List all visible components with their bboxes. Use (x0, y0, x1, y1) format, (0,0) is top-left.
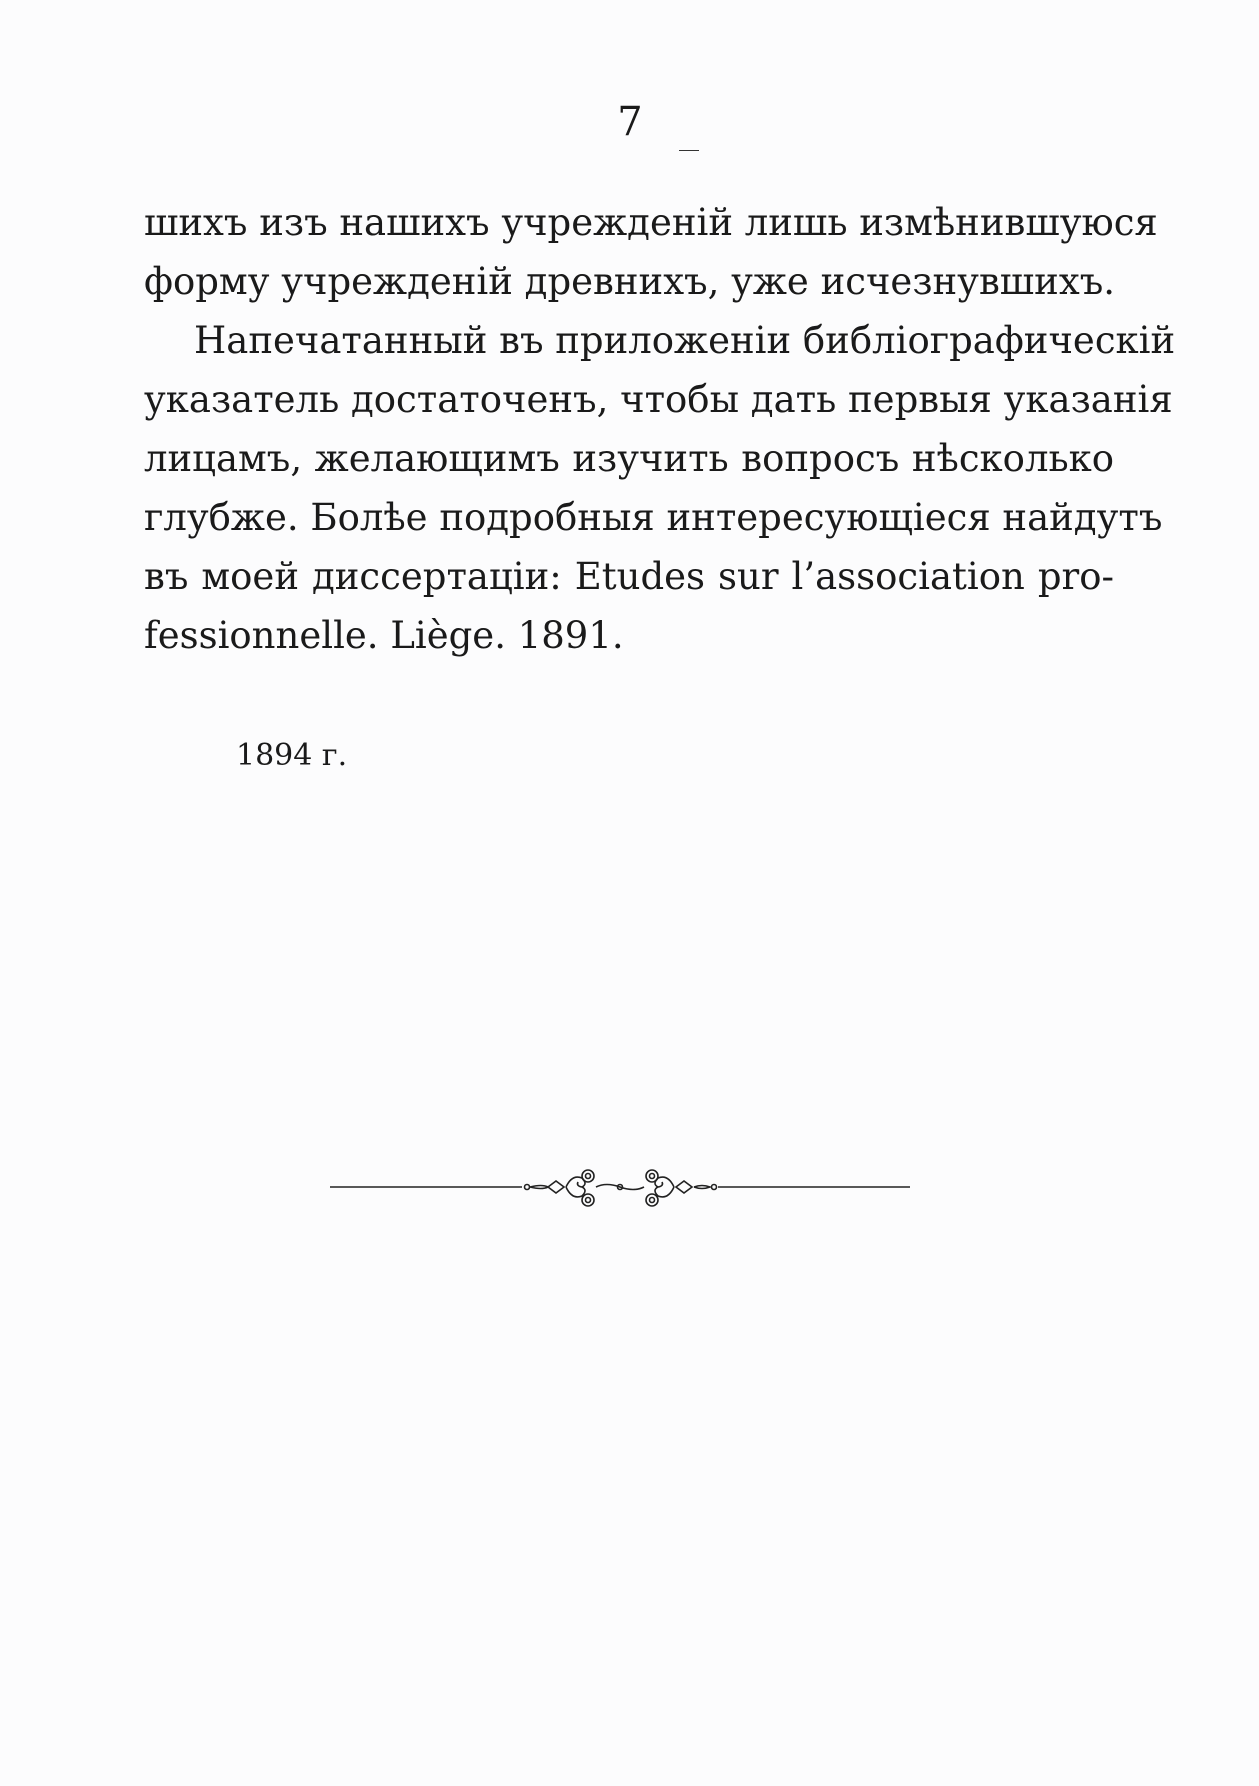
text-line-3: Напечатанный въ приложеніи библіографическій (194, 319, 1176, 362)
page-number: 7 (617, 99, 643, 145)
text-line-6: глубже. Болѣе подробныя интересующіеся найдутъ (144, 496, 1163, 539)
text-line-8: fessionnelle. Liège. 1891. (144, 614, 624, 657)
date-line: 1894 г. (236, 738, 348, 773)
text-line-4: указатель достаточенъ, чтобы дать первыя указанія (144, 378, 1173, 421)
text-line-1: шихъ изъ нашихъ учрежденій лишь измѣнившуюся (144, 201, 1158, 244)
page-number-dash (679, 150, 699, 151)
text-line-7: въ моей диссертаціи: Etudes sur l’association pro- (144, 555, 1114, 598)
text-line-2: форму учрежденій древнихъ, уже исчезнувшихъ. (144, 260, 1115, 303)
ornament-divider (330, 1162, 910, 1216)
text-line-5: лицамъ, желающимъ изучить вопросъ нѣсколько (144, 437, 1114, 480)
